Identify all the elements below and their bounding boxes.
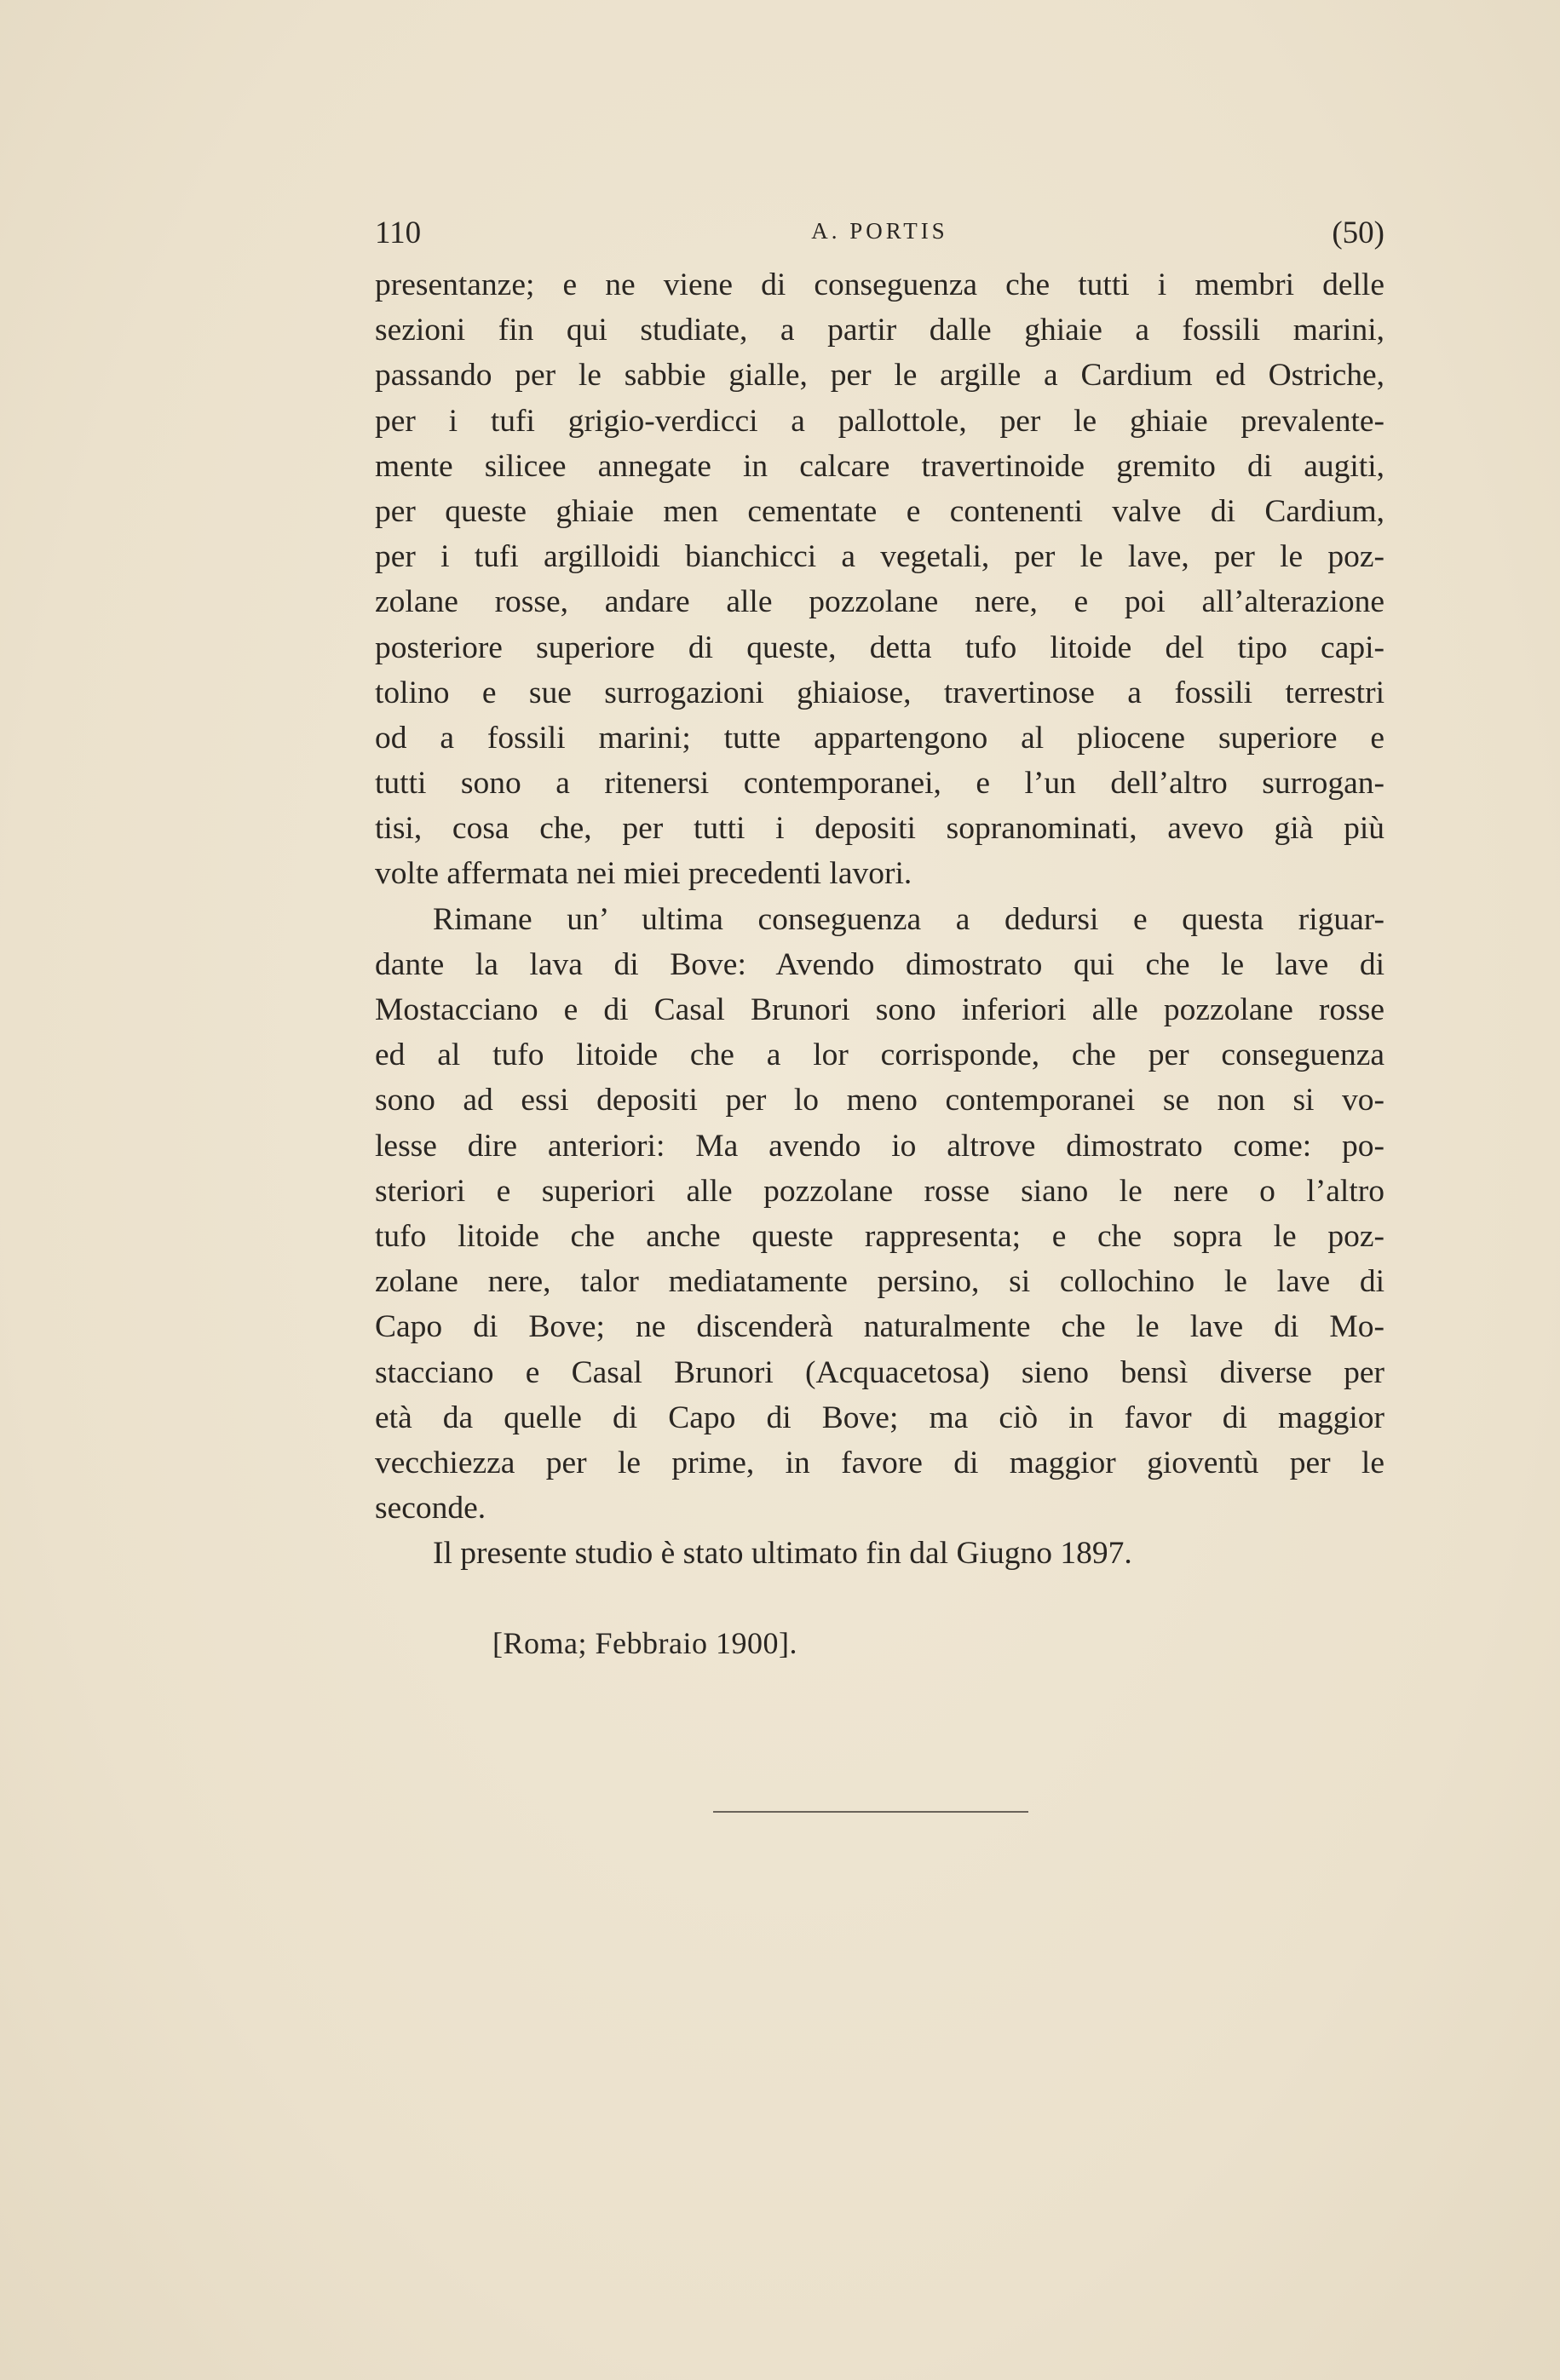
date-line: [Roma; Febbraio 1900].	[492, 1626, 797, 1660]
text-line: dante la lava di Bove: Avendo dimostrato qui che le lave di	[375, 946, 1384, 982]
text-line: tisi, cosa che, per tutti i depositi sopranominati, avevo già più	[375, 811, 1384, 847]
closing-line: Il presente studio è stato ultimato fin dal Giugno 1897.	[433, 1536, 1132, 1572]
text-line: stacciano e Casal Brunori (Acquacetosa) sieno bensì diverse per	[375, 1354, 1384, 1390]
text-line: posteriore superiore di queste, detta tufo litoide del tipo capi-	[375, 629, 1384, 665]
text-line: per i tufi argilloidi bianchicci a vegetali, per le lave, per le poz-	[375, 539, 1384, 575]
text-line: sezioni fin qui studiate, a partir dalle ghiaie a fossili marini,	[375, 313, 1384, 348]
text-line: ed al tufo litoide che a lor corrisponde, che per conseguenza	[375, 1038, 1384, 1073]
paragraph-end-line: seconde.	[375, 1491, 486, 1526]
text-line: vecchiezza per le prime, in favore di maggior gioventù per le	[375, 1445, 1384, 1480]
text-line: presentanze; e ne viene di conseguenza che tutti i membri delle	[375, 267, 1384, 302]
paragraph-end-line: volte affermata nei miei precedenti lavori.	[375, 856, 912, 892]
text-line: sono ad essi depositi per lo meno contemporanei se non si vo-	[375, 1083, 1384, 1118]
text-line: per i tufi grigio-verdicci a pallottole, per le ghiaie prevalente-	[375, 403, 1384, 439]
text-line: tolino e sue surrogazioni ghiaiose, travertinose a fossili terrestri	[375, 675, 1384, 710]
text-line: od a fossili marini; tutte appartengono al pliocene superiore e	[375, 720, 1384, 756]
running-header	[375, 215, 1384, 256]
page-number: 110	[375, 216, 422, 250]
text-line: tufo litoide che anche queste rappresenta; e che sopra le poz-	[375, 1218, 1384, 1254]
text-line: per queste ghiaie men cementate e contenenti valve di Cardium,	[375, 493, 1384, 529]
body-text	[375, 262, 1384, 1576]
text-line: tutti sono a ritenersi contemporanei, e l’un dell’altro surrogan-	[375, 766, 1384, 802]
text-line: età da quelle di Capo di Bove; ma ciò in favor di maggior	[375, 1400, 1384, 1435]
end-rule	[713, 1811, 1028, 1813]
text-line: lesse dire anteriori: Ma avendo io altrove dimostrato come: po-	[375, 1128, 1384, 1164]
paragraph-start-line: Rimane un’ ultima conseguenza a dedursi e questa riguar-	[433, 901, 1384, 937]
text-line: Mostacciano e di Casal Brunori sono inferiori alle pozzolane rosse	[375, 992, 1384, 1027]
text-line: Capo di Bove; ne discenderà naturalmente che le lave di Mo-	[375, 1309, 1384, 1345]
text-line: mente silicee annegate in calcare travertinoide gremito di augiti,	[375, 448, 1384, 484]
text-line: passando per le sabbie gialle, per le argille a Cardium ed Ostriche,	[375, 358, 1384, 394]
text-line: steriori e superiori alle pozzolane rosse siano le nere o l’altro	[375, 1173, 1384, 1209]
text-line: zolane rosse, andare alle pozzolane nere, e poi all’alterazione	[375, 584, 1384, 620]
running-author: A. PORTIS	[811, 218, 948, 244]
section-number: (50)	[1332, 216, 1384, 250]
text-line: zolane nere, talor mediatamente persino, si collochino le lave di	[375, 1264, 1384, 1300]
